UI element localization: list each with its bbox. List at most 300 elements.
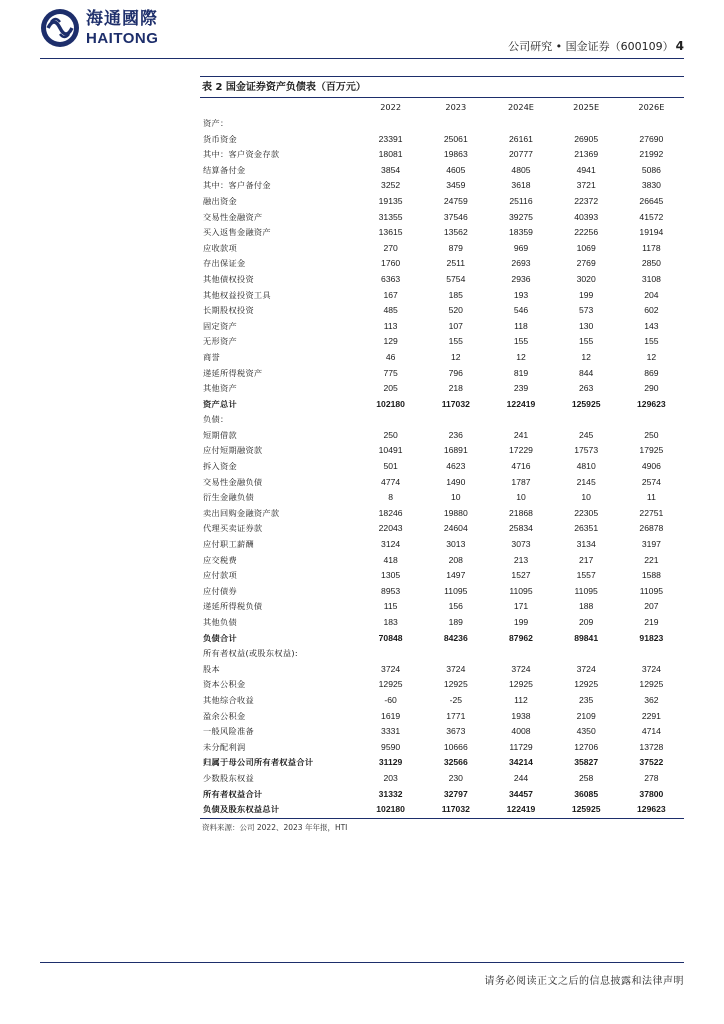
row-value: 6363 [381, 273, 401, 284]
row-value: 3252 [381, 180, 401, 191]
row-value: 9590 [381, 741, 401, 752]
row-value: 156 [448, 601, 463, 612]
row-value: 199 [513, 617, 529, 627]
table-row [200, 771, 684, 787]
row-value: 41572 [639, 211, 664, 222]
row-value: 39275 [509, 211, 533, 222]
row-value: 3830 [641, 180, 661, 191]
table-header-row [200, 98, 684, 116]
table-row [200, 428, 684, 444]
header-text: 公司研究 • 国金证券（600109） [508, 40, 674, 53]
row-value: 22305 [574, 507, 599, 518]
row-value: 10 [516, 492, 526, 503]
row-value [619, 646, 684, 662]
row-value: 3108 [641, 273, 661, 284]
row-value: 34214 [509, 757, 533, 768]
row-value: 36085 [574, 788, 599, 799]
table-row [200, 740, 684, 756]
row-value: 107 [448, 320, 463, 331]
table-row [200, 459, 684, 475]
row-value: 11095 [509, 585, 533, 596]
row-value: 26161 [509, 133, 533, 144]
row-label: 负债及股东权益总计 [200, 802, 358, 818]
row-value: 155 [644, 336, 659, 347]
row-value: 520 [448, 305, 463, 316]
row-value [423, 412, 488, 428]
row-value: 13728 [639, 741, 664, 752]
row-value: 22751 [639, 507, 664, 518]
row-value: 4805 [511, 164, 531, 175]
row-value: 199 [579, 289, 594, 300]
row-value: 24759 [443, 195, 468, 206]
row-value: 183 [383, 617, 398, 627]
row-value: 129623 [619, 802, 684, 818]
row-value [619, 116, 684, 132]
row-value: 12925 [378, 679, 403, 690]
row-value: 2936 [511, 273, 531, 284]
row-value: -60 [384, 694, 397, 705]
row-label: 应付职工薪酬 [203, 539, 254, 550]
row-value: 3124 [381, 539, 401, 550]
row-value: 129 [383, 336, 398, 347]
row-value: 244 [513, 772, 529, 783]
row-value: 1527 [511, 570, 531, 581]
row-value: 221 [644, 554, 659, 565]
row-value: 217 [579, 554, 594, 565]
row-label: 长期股权投资 [203, 305, 254, 316]
table-row [200, 132, 684, 148]
row-value: 37546 [443, 211, 468, 222]
row-label: 递延所得税资产 [203, 367, 263, 378]
row-value: 1069 [576, 242, 596, 253]
row-value [358, 116, 423, 132]
row-value: 602 [644, 305, 659, 316]
table-row [200, 521, 684, 537]
row-value [358, 646, 423, 662]
row-value: 2511 [446, 258, 466, 269]
row-value: 11095 [444, 585, 468, 596]
row-value: 362 [644, 694, 659, 705]
row-value: 11729 [509, 741, 533, 752]
row-value: 4350 [576, 726, 596, 737]
row-label: 卖出回购金融资产款 [203, 507, 280, 518]
row-label: 所有者权益合计 [203, 788, 263, 799]
table-row [200, 350, 684, 366]
row-value: 5086 [641, 164, 661, 175]
row-value: 418 [383, 554, 398, 565]
row-value: 102180 [358, 802, 423, 818]
row-value: 26878 [639, 523, 664, 534]
table-row [200, 755, 684, 771]
row-value: 207 [644, 601, 659, 612]
row-value: 26645 [639, 195, 664, 206]
row-value: 188 [579, 601, 594, 612]
row-value [358, 412, 423, 428]
table-row [200, 116, 684, 132]
row-value: 775 [383, 367, 398, 378]
table-row [200, 194, 684, 210]
row-label: 存出保证金 [203, 258, 246, 269]
table-row [200, 147, 684, 163]
row-value: 3618 [511, 180, 531, 191]
table-row [200, 787, 684, 803]
table-row [200, 802, 684, 818]
footer-divider [40, 962, 684, 963]
row-value: 1760 [381, 258, 401, 269]
row-label: 其他综合收益 [203, 694, 254, 705]
row-label: 其中：客户备付金 [203, 180, 271, 191]
row-label: 其中：客户资金存款 [203, 149, 280, 160]
row-value: 19880 [443, 507, 468, 518]
haitong-logo-icon [40, 8, 80, 48]
row-value: 3020 [576, 273, 596, 284]
row-value: 208 [448, 554, 463, 565]
row-label: 短期借款 [203, 429, 237, 440]
row-value: 122419 [506, 398, 536, 409]
row-value: 10 [581, 492, 591, 503]
row-value [619, 412, 684, 428]
row-value: 40393 [574, 211, 599, 222]
table-row [200, 163, 684, 179]
row-value: 250 [644, 429, 659, 440]
row-value: 3724 [381, 663, 401, 674]
row-value: 17229 [509, 445, 533, 456]
row-value: 844 [579, 367, 594, 378]
row-value: 37800 [639, 788, 664, 799]
row-value: 117032 [441, 398, 470, 409]
row-value: 18081 [378, 149, 403, 160]
row-value: 25061 [443, 133, 468, 144]
row-label: 货币资金 [203, 133, 237, 144]
row-value: 204 [644, 289, 659, 300]
row-value: 12 [451, 351, 461, 362]
table-row [200, 256, 684, 272]
row-value: 193 [513, 289, 529, 300]
row-value: 1557 [576, 570, 596, 581]
row-value: 185 [448, 289, 463, 300]
row-label: 应付款项 [203, 570, 237, 581]
table-row [200, 490, 684, 506]
row-value: 21992 [639, 149, 664, 160]
row-value: 11 [646, 492, 656, 503]
row-value: 84236 [443, 632, 468, 643]
balance-sheet-table-section [200, 76, 684, 819]
row-value: 155 [448, 336, 463, 347]
row-label: 固定资产 [203, 320, 237, 331]
source-note: 资料来源：公司 2022、2023 年年报，HTI [202, 823, 348, 832]
page-number: 4 [675, 39, 684, 53]
row-value: 1619 [381, 710, 401, 721]
row-value: 12 [581, 351, 591, 362]
row-value: 230 [448, 772, 463, 783]
row-value: 3134 [576, 539, 596, 550]
column-header-year: 2023 [445, 102, 467, 112]
column-header-year: 2026E [638, 102, 665, 112]
row-value: 1588 [641, 570, 661, 581]
table-row [200, 366, 684, 382]
row-value: 241 [513, 429, 529, 440]
row-value: 143 [644, 320, 659, 331]
row-value: 32797 [443, 788, 468, 799]
row-value: 5754 [446, 273, 466, 284]
row-value: 235 [579, 694, 594, 705]
table-row [200, 677, 684, 693]
row-value: 23391 [378, 133, 403, 144]
row-value: 2291 [641, 710, 661, 721]
column-header-year: 2024E [507, 102, 534, 112]
row-value: 278 [644, 772, 659, 783]
row-value: 17925 [639, 445, 664, 456]
table-row [200, 662, 684, 678]
table-row [200, 709, 684, 725]
row-value: 171 [513, 601, 529, 612]
row-value: 112 [514, 694, 528, 705]
table-row [200, 475, 684, 491]
table-title: 表 2 国金证券资产负债表（百万元） [200, 76, 684, 98]
row-value: 122419 [488, 802, 553, 818]
table-row [200, 272, 684, 288]
row-value: 22256 [574, 227, 599, 238]
row-label: 应交税费 [203, 554, 237, 565]
row-value: 31332 [378, 788, 403, 799]
row-value: 819 [513, 367, 529, 378]
haitong-logo [40, 8, 158, 48]
row-label: 无形资产 [203, 336, 237, 347]
row-label: 一般风险准备 [203, 726, 254, 737]
row-value: 155 [513, 336, 529, 347]
row-label: 其他资产 [203, 383, 237, 394]
row-label: 交易性金融资产 [203, 211, 263, 222]
row-label: 所有者权益(或股东权益): [203, 648, 298, 659]
row-value: 129623 [637, 398, 666, 409]
row-value: 1787 [511, 476, 531, 487]
table-row [200, 537, 684, 553]
row-value: 4774 [381, 476, 401, 487]
row-value: 24604 [443, 523, 468, 534]
row-value: 236 [448, 429, 463, 440]
row-value: 16891 [443, 445, 468, 456]
table-row [200, 599, 684, 615]
row-value: 11095 [639, 585, 664, 596]
row-value: 4906 [641, 461, 661, 472]
row-label: 拆入资金 [203, 461, 237, 472]
row-value: 485 [383, 305, 398, 316]
row-label: 资产总计 [203, 398, 237, 409]
row-value [488, 412, 553, 428]
row-value [554, 116, 619, 132]
row-value: 1305 [381, 570, 401, 581]
row-value: 4605 [446, 164, 466, 175]
table-row [200, 553, 684, 569]
row-value [423, 646, 488, 662]
table-row [200, 288, 684, 304]
row-value: 20777 [509, 149, 533, 160]
row-value: 546 [513, 305, 529, 316]
balance-sheet-table [200, 98, 684, 819]
row-value: 167 [383, 289, 398, 300]
row-label: 股本 [203, 663, 220, 674]
header-divider [40, 58, 684, 59]
table-row [200, 568, 684, 584]
row-label: 负债： [203, 414, 229, 425]
row-value: 3724 [511, 663, 531, 674]
row-value: 115 [383, 601, 398, 612]
row-value: 34457 [509, 788, 533, 799]
row-value: 32566 [443, 757, 468, 768]
row-value: 250 [383, 429, 398, 440]
row-label: 结算备付金 [203, 164, 246, 175]
row-value [423, 116, 488, 132]
row-value: 239 [513, 383, 529, 394]
table-row [200, 615, 684, 631]
row-value: 8953 [381, 585, 401, 596]
row-value: -25 [449, 694, 462, 705]
row-value: 3724 [446, 663, 466, 674]
row-value: 879 [448, 242, 463, 253]
row-value: 22043 [378, 523, 403, 534]
row-value: 18359 [509, 227, 533, 238]
row-value: 12925 [639, 679, 664, 690]
row-label: 应收款项 [203, 242, 237, 253]
row-value: 4008 [511, 726, 531, 737]
row-label: 其他负债 [203, 617, 237, 627]
row-value: 46 [385, 351, 396, 362]
row-value: 869 [644, 367, 659, 378]
row-value: 1178 [642, 242, 661, 253]
row-value: 22372 [574, 195, 599, 206]
row-value: 2574 [641, 476, 661, 487]
row-value: 209 [579, 617, 594, 627]
row-label: 买入返售金融资产 [203, 227, 271, 238]
row-value: 219 [644, 617, 659, 627]
brand-name-cn: 海通國際 [86, 8, 158, 29]
row-value: 91823 [639, 632, 664, 643]
row-value: 3724 [576, 663, 596, 674]
brand-name-en: HAITONG [86, 29, 159, 47]
row-value: 2850 [641, 258, 661, 269]
row-value: 113 [383, 320, 398, 331]
table-row [200, 303, 684, 319]
table-row [200, 631, 684, 647]
row-value: 573 [579, 305, 594, 316]
row-label: 少数股东权益 [203, 772, 254, 783]
table-row [200, 412, 684, 428]
row-label: 其他债权投资 [203, 273, 254, 284]
row-value: 4716 [511, 461, 531, 472]
row-value: 213 [513, 554, 529, 565]
row-value: 130 [579, 320, 594, 331]
row-value: 19135 [378, 195, 403, 206]
footer-disclaimer: 请务必阅读正文之后的信息披露和法律声明 [484, 976, 684, 987]
table-row [200, 397, 684, 413]
row-value: 13615 [378, 227, 403, 238]
header-report-info [508, 38, 684, 54]
row-value: 21868 [509, 507, 533, 518]
page-header [40, 8, 684, 58]
row-label: 未分配利润 [203, 741, 246, 752]
row-value: 25834 [509, 523, 533, 534]
row-value: 263 [579, 383, 594, 394]
row-label: 商誉 [203, 351, 220, 362]
row-value [554, 412, 619, 428]
row-value: 4714 [641, 726, 661, 737]
row-value: 203 [383, 772, 398, 783]
row-value: 155 [579, 336, 594, 347]
row-value: 205 [383, 383, 398, 394]
table-row [200, 584, 684, 600]
row-value: 26905 [574, 133, 599, 144]
row-label: 资本公积金 [203, 679, 246, 690]
column-header-year: 2025E [573, 102, 600, 112]
table-row [200, 724, 684, 740]
row-value [554, 646, 619, 662]
row-value: 796 [448, 367, 463, 378]
row-value: 25116 [509, 195, 533, 206]
row-value: 12 [646, 351, 657, 362]
row-value: 21369 [574, 149, 599, 160]
row-value: 3013 [446, 539, 466, 550]
row-label: 盈余公积金 [203, 710, 246, 721]
row-value: 117032 [423, 802, 488, 818]
table-row [200, 319, 684, 335]
row-label: 应付短期融资款 [203, 445, 263, 456]
table-row [200, 210, 684, 226]
row-value: 3459 [446, 180, 466, 191]
row-value: 12925 [509, 679, 533, 690]
row-value: 89841 [574, 632, 599, 643]
row-value: 1938 [511, 710, 531, 721]
table-row [200, 443, 684, 459]
row-value: 3673 [446, 726, 466, 737]
table-row [200, 178, 684, 194]
row-value: 31129 [378, 757, 403, 768]
row-value: 3331 [381, 726, 401, 737]
row-value: 102180 [376, 398, 405, 409]
row-label: 交易性金融负债 [203, 476, 263, 487]
row-value: 31355 [378, 211, 403, 222]
row-label: 归属于母公司所有者权益合计 [203, 757, 314, 768]
row-value [488, 116, 553, 132]
row-value: 290 [644, 383, 659, 394]
row-value: 270 [383, 242, 398, 253]
row-value: 3854 [381, 164, 401, 175]
row-label: 负债合计 [203, 632, 237, 643]
row-value: 2109 [576, 710, 596, 721]
row-value: 87962 [509, 632, 533, 643]
row-value: 4810 [576, 461, 596, 472]
row-label: 递延所得税负债 [203, 601, 263, 612]
table-row [200, 225, 684, 241]
row-value: 4941 [576, 164, 596, 175]
row-value: 13562 [443, 227, 468, 238]
row-value: 37522 [639, 757, 664, 768]
row-label: 代理买卖证券款 [203, 523, 263, 534]
row-value: 189 [448, 617, 463, 627]
row-value: 3197 [641, 539, 661, 550]
row-value: 27690 [639, 133, 664, 144]
row-value: 118 [514, 320, 528, 331]
row-value: 218 [448, 383, 463, 394]
row-value: 10666 [443, 741, 468, 752]
table-row [200, 381, 684, 397]
row-label: 融出资金 [203, 195, 237, 206]
row-value: 1771 [446, 710, 466, 721]
column-header-item [200, 98, 358, 116]
table-row [200, 241, 684, 257]
row-value: 258 [579, 772, 594, 783]
row-label: 应付债券 [203, 585, 237, 596]
row-value: 11095 [574, 585, 598, 596]
